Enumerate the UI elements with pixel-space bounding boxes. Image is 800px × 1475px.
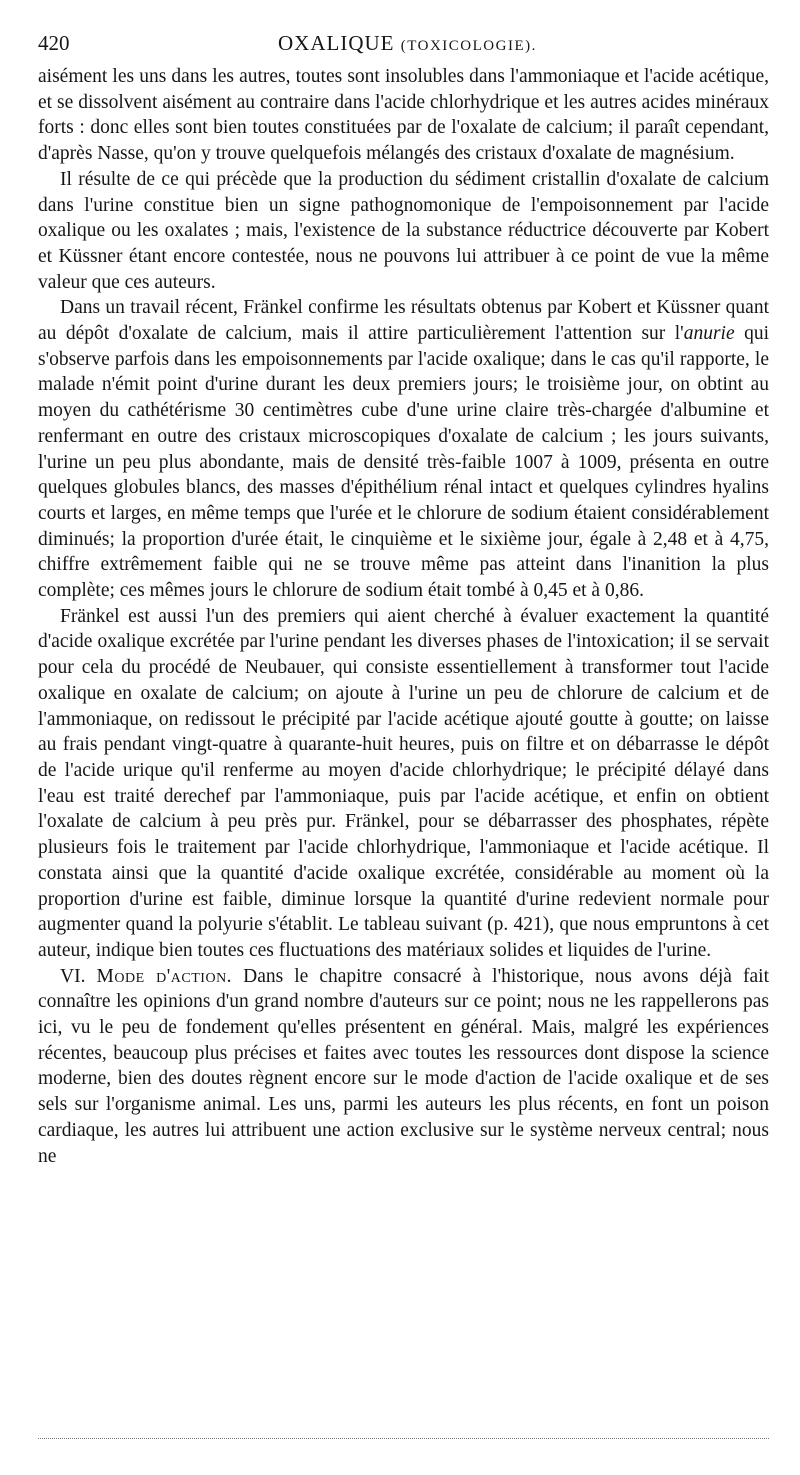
section-number: VI. bbox=[60, 965, 86, 987]
running-title bbox=[278, 28, 537, 61]
paragraph-mode-action bbox=[38, 964, 769, 1170]
footer-divider bbox=[38, 1438, 769, 1439]
body-text bbox=[38, 64, 769, 1169]
text-segment: qui s'observe parfois dans les empoisonnements par l'acide oxalique; dans le cas qu'il rapporte, le malade n'émit point d'urine durant les deux premiers jours; le troisième jour, on obtint au moyen du cathétérisme 30 centimètres cube d'une urine claire très-chargée d'albumine et renfermant en outre des cristaux microscopiques d'oxalate de calcium ; les jours suivants, l'urine un peu plus abondante, mais de densité très-faible 1007 à 1009, présenta en outre quelques globules blancs, des masses d'épithélium rénal intact et quelques cylindres hyalins courts et larges, en même temps que l'urée et le chlorure de sodium étaient considérablement diminués; la proportion d'urée était, le cinquième et le sixième jour, égale à 2,48 et à 4,75, chiffre extrêmement faible qui ne se trouve même pas atteint dans l'inanition la plus complète; ces mêmes jours le chlorure de sodium était tombé à 0,45 et à 0,86. bbox=[38, 323, 769, 602]
italic-term: anurie bbox=[683, 323, 735, 345]
paragraph-continuation: aisément les uns dans les autres, toutes sont insolubles dans l'ammoniaque et l'acide acétique, et se dissolvent aisément au contraire dans l'acide chlorhydrique et les autres acides minéraux forts : donc elles sont bien toutes constituées par de l'oxalate de calcium; il paraît cependant, d'après Nasse, qu'on y trouve quelquefois mélangés des cristaux d'oxalate de magnésium. bbox=[38, 66, 769, 165]
running-header bbox=[38, 28, 769, 64]
text-segment: Dans le chapitre consacré à l'historique, nous avons déjà fait connaître les opinions d'un grand nombre d'auteurs sur ce point; nous ne les rappellerons pas ici, vu le peu de fondement qu'elles présentent en général. Mais, malgré les expériences récentes, beaucoup plus précises et faites avec toutes les ressources dont dispose la science moderne, bien des doutes règnent encore sur le mode d'action de l'acide oxalique et de ses sels sur l'organisme animal. Les uns, parmi les auteurs les plus récents, en font un poison cardiaque, les autres lui attribuent une action exclusive sur le système nerveux central; nous ne bbox=[38, 965, 769, 1167]
paragraph-sediment: Il résulte de ce qui précède que la production du sédiment cristallin d'oxalate de calcium dans l'urine constitue bien un signe pathognomonique de l'empoisonnement par l'acide oxalique ou les oxalates ; mais, l'existence de la substance réductrice découverte par Kobert et Küssner étant encore contestée, nous ne pouvons lui attribuer à ce point de vue la même valeur que ces auteurs. bbox=[38, 168, 769, 293]
book-page bbox=[38, 28, 769, 1169]
running-title-subtitle: (TOXICOLOGIE). bbox=[400, 38, 537, 54]
section-title: Mode d'action. bbox=[96, 965, 233, 987]
running-title-main: OXALIQUE bbox=[278, 31, 395, 55]
paragraph-frankel-anurie bbox=[38, 295, 769, 603]
text-segment: Dans un travail récent, Fränkel confirme les résultats obtenus par Kobert et Küssner quant au dépôt d'oxalate de calcium, mais il attire particulièrement l'attention sur l' bbox=[38, 297, 769, 345]
paragraph-frankel-method: Fränkel est aussi l'un des premiers qui aient cherché à évaluer exactement la quantité d'acide oxalique excrétée par l'urine pendant les diverses phases de l'intoxication; il se servait pour cela du procédé de Neubauer, qui consiste essentiellement à transformer tout l'acide oxalique en oxalate de calcium; on ajoute à l'urine un peu de chlorure de calcium et de l'ammoniaque, on redissout le précipité par l'acide acétique ajouté goutte à goutte; on laisse au frais pendant vingt-quatre à quarante-huit heures, puis on filtre et on débarrasse le dépôt de l'acide urique qu'il renferme au moyen d'acide chlorhydrique; le précipité délayé dans l'eau est traité derechef par l'ammoniaque, puis par l'acide acétique, et enfin on obtient l'oxalate de calcium à peu près pur. Fränkel, pour se débarrasser des phosphates, répète plusieurs fois le traitement par l'acide chlorhydrique, l'ammoniaque et l'acide acétique. Il constata ainsi que la quantité d'acide oxalique excrétée, considérable au moment où la proportion d'urine est faible, diminue lorsque la quantité d'urine redevient normale pour augmenter quand la polyurie s'établit. Le tableau suivant (p. 421), que nous empruntons à cet auteur, indique bien toutes ces fluctuations des matériaux solides et liquides de l'urine. bbox=[38, 605, 769, 961]
page-number: 420 bbox=[38, 31, 70, 55]
